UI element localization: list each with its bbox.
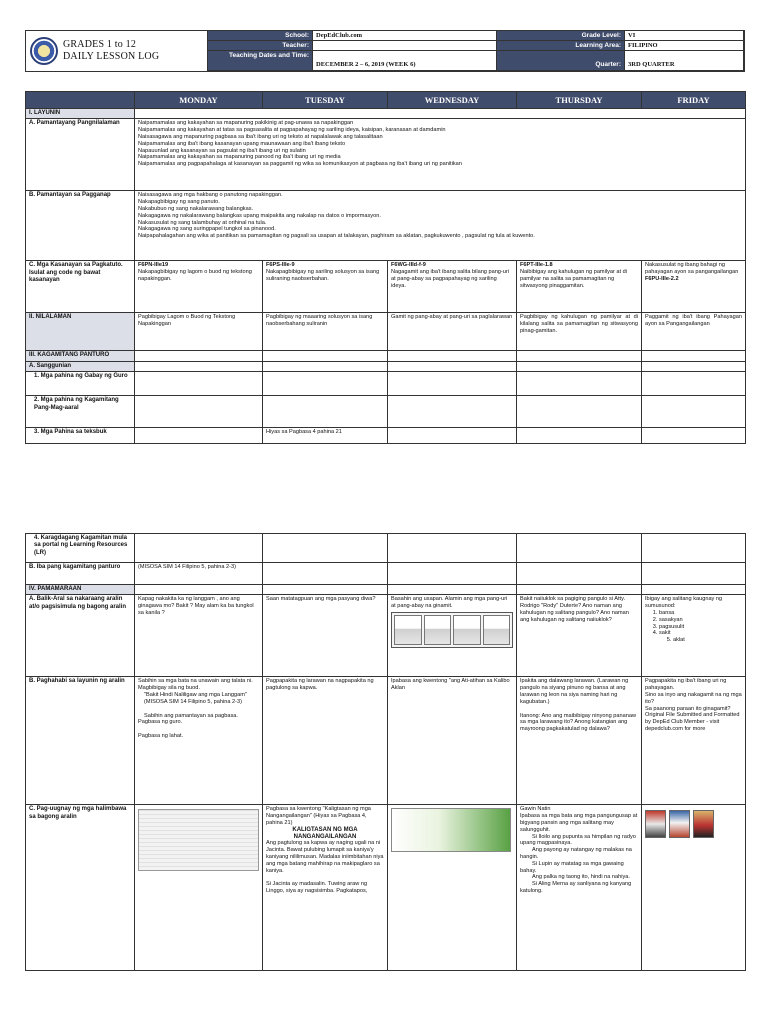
empty-cell [642, 585, 746, 595]
pag-uugnay-thu-line: Si Lupin ay matatag sa mga gawaing bahay. [520, 860, 624, 874]
list-item: 5. aklat [673, 637, 742, 644]
empty-cell [642, 372, 746, 396]
paghahabi-fri-line: Pagpapakita ng iba't ibang uri ng pahayagan. [645, 678, 727, 692]
kasanayan-monday [135, 261, 263, 313]
section-layunin: I. LAYUNIN [26, 109, 135, 119]
kasanayan-friday [642, 261, 746, 313]
empty-cell [263, 372, 388, 396]
kasanayan-tuesday [263, 261, 388, 313]
pag-uugnay-tuesday [263, 805, 388, 971]
label-iba-pang: B. Iba pang kagamitang panturo [26, 563, 135, 585]
pag-uugnay-wednesday [388, 805, 517, 971]
pag-uugnay-thursday [517, 805, 642, 971]
blank-header-cell [26, 92, 135, 109]
balik-aral-tuesday: Saan matatagpuan ang mga pasyang diwa? [263, 595, 388, 677]
day-friday: FRIDAY [642, 92, 746, 109]
empty-cell [135, 351, 263, 361]
code-tuesday: F6PS-IIIe-9 [266, 262, 295, 269]
label-balik-aral: A. Balik-Aral sa nakaraang aralin at/o pagsisimula ng bagong aralin [26, 595, 135, 677]
school-value: DepEdClub.com [313, 31, 497, 41]
layunin-blank [135, 109, 746, 119]
empty-cell [263, 361, 388, 371]
pag-uugnay-thu-line: Gawin Natin [520, 806, 551, 813]
empty-cell [642, 351, 746, 361]
comic-strip-image [391, 612, 513, 648]
list-item: 4. sakit [659, 630, 742, 637]
label-karagdagang: 4. Karagdagang Kagamitan mula sa portal ng Learning Resources (LR) [26, 534, 135, 563]
empty-cell [135, 585, 263, 595]
pag-uugnay-friday [642, 805, 746, 971]
header-title [63, 39, 159, 63]
teacher-label: Teacher: [208, 41, 313, 51]
empty-cell [517, 351, 642, 361]
list-item: 1. bansa [659, 610, 742, 617]
pagganap-line: Nakagagawa ng sang suringpapel tungkol sa pinanood. [138, 226, 276, 233]
empty-cell [263, 563, 388, 585]
empty-cell [517, 428, 642, 444]
label-pamantayang-pangnilalaman: A. Pamantayang Pangnilalaman [26, 119, 135, 191]
empty-cell [517, 534, 642, 563]
code-wednesday: F6WG-IIId-f-9 [391, 262, 426, 269]
comic-panel [424, 615, 452, 645]
empty-cell [642, 563, 746, 585]
empty-cell [388, 361, 517, 371]
quarter-label: Quarter: [497, 51, 625, 71]
header-block [25, 30, 745, 72]
teacher-value [313, 41, 497, 51]
area-label: Learning Area: [497, 41, 625, 51]
text-wednesday: Nagagamit ang iba't ibang salita bilang pang-uri at pang-abay sa pagpapahayag ng sariling ideya. [391, 269, 509, 289]
area-value: FILIPINO [625, 41, 744, 51]
pagganap-line: Nakasusulat ng sang talambuhay at orihinal na tula. [138, 219, 267, 226]
pangnilalaman-text [135, 119, 746, 191]
empty-cell [517, 372, 642, 396]
lesson-table-top [25, 91, 746, 444]
story-title: KALIGTASAN NG MGA NANGANGAILANGAN [292, 826, 358, 840]
nilalaman-thursday: Pagbibigay ng kahulugan ng pamilyar at di kilalang salita sa pamamagitan ng sitwasyong pinag-gamitan. [517, 313, 642, 351]
pag-uugnay-monday [135, 805, 263, 971]
newspaper-thumb [669, 810, 690, 838]
code-thursday: F6PT-IIIe-1.8 [520, 262, 553, 269]
empty-cell [517, 361, 642, 371]
paghahabi-fri-line: Original File Submitted and Formatted by DepEd Club Member - visit depedclub.com for more [645, 712, 740, 732]
pagganap-line: Naisasagawa ang mga hakbang o panutong napakinggan. [138, 192, 283, 199]
pangnilalaman-line: Naipamamalas ang pagpapahalaga at kasanayan sa paggamit ng wika sa komunikasyon at pagbasa ng iba't ibang uri ng panitikan [138, 161, 462, 168]
text-tuesday: Nakapagbibigay ng sariling solusyon sa isang suliraning naobserbahan. [266, 269, 380, 282]
deped-seal-icon [30, 37, 58, 65]
dates-value: DECEMBER 2 – 6, 2019 (WEEK 6) [313, 51, 497, 71]
empty-cell [135, 428, 263, 444]
pag-uugnay-thu-line: Si Iloilo ang pupunta sa himpilan ng radyo upang magpasinaya. [520, 833, 636, 847]
grade-value: VI [625, 31, 744, 41]
paghahabi-thu-line: Ipakita ang dalawang larawan. (Larawan ng pangulo na siyang pinuno ng bansa at ang larawan ng leon na siya naming hari ng kagubatan.) [520, 678, 629, 705]
empty-cell [388, 534, 517, 563]
fri-word-list [659, 610, 742, 644]
empty-cell [388, 428, 517, 444]
day-tuesday: TUESDAY [263, 92, 388, 109]
day-monday: MONDAY [135, 92, 263, 109]
pangnilalaman-line: Naisasagawa ang mapanuring pagbasa sa iba't ibang uri ng teksto at napalalawak ang talasalitaan [138, 134, 383, 140]
paghahabi-thursday [517, 677, 642, 805]
comic-panel [394, 615, 422, 645]
empty-cell [388, 563, 517, 585]
paghahabi-mon-line: Pagbasa ng lahat. [138, 733, 184, 740]
pag-uugnay-tue-line: Si Jacinta ay madasalin. Tuwing araw ng Linggo, siya ay nagsisimba. Pagkatapos, [266, 881, 368, 895]
comic-panel [453, 615, 481, 645]
pagganap-line: Nakagagawa ng nakalarawang balangkas upang maipakita ang nakalap na datos o impormasyon. [138, 212, 381, 219]
balik-aral-fri-intro: Ibigay ang salitang kaugnay ng sumusunod: [645, 596, 723, 610]
pangnilalaman-line: Naipamamalas ang kakayahan sa mapanuring pakikinig at pag-unawa sa napakinggan [138, 120, 354, 127]
dates-label: Teaching Dates and Time: [208, 51, 313, 71]
empty-cell [263, 351, 388, 361]
section-kagamitan: III. KAGAMITANG PANTURO [26, 351, 135, 361]
empty-cell [517, 585, 642, 595]
day-thursday: THURSDAY [517, 92, 642, 109]
label-paghahabi: B. Paghahabi sa layunin ng aralin [26, 677, 135, 805]
paghahabi-monday [135, 677, 263, 805]
pangnilalaman-line: Naipamamalas ang iba't ibang kasanayan upang maunawaan ang iba't ibang teksto [138, 140, 346, 147]
code-monday: F6PN-IIIe19 [138, 262, 169, 269]
section-pamamaraan: IV. PAMAMARAAN [26, 585, 135, 595]
empty-cell [388, 372, 517, 396]
nilalaman-wednesday: Gamit ng pang-abay at pang-uri sa paglalarawan [388, 313, 517, 351]
title-line2: DAILY LESSON LOG [63, 51, 160, 62]
label-pamantayan-pagganap: B. Pamantayan sa Pagganap [26, 191, 135, 261]
empty-cell [642, 396, 746, 428]
lesson-table-bottom [25, 533, 746, 971]
school-label: School: [208, 31, 313, 41]
empty-cell [135, 361, 263, 371]
nilalaman-tuesday: Pagbibigay ng maaaring solusyon sa isang naobserbahang suliranin [263, 313, 388, 351]
label-teksbuk: 3. Mga Pahina sa teksbuk [26, 428, 135, 444]
empty-cell [642, 361, 746, 371]
comic-panel [483, 615, 511, 645]
paghahabi-mon-line: Pagbasa ng guro. [138, 719, 183, 726]
teksbuk-tuesday: Hiyas sa Pagbasa 4 pahina 21 [263, 428, 388, 444]
empty-cell [263, 396, 388, 428]
balik-aral-wed-text: Basahin ang usapan. Alamin ang mga pang-uri at pang-abay na ginamit. [391, 596, 508, 610]
kasanayan-thursday [517, 261, 642, 313]
balik-aral-monday: Kapag nakakita ka ng langgam , ano ang ginagawa mo? Bakit ? May alam ka ba tungkol sa kanila ? [135, 595, 263, 677]
list-item: 3. pagsusulit [659, 624, 742, 631]
quarter-value: 3RD QUARTER [625, 51, 744, 71]
empty-cell [517, 396, 642, 428]
kasanayan-wednesday [388, 261, 517, 313]
label-pag-uugnay: C. Pag-uugnay ng mga halimbawa sa bagong aralin [26, 805, 135, 971]
title-line1: GRADES 1 to 12 [63, 39, 137, 50]
empty-cell [388, 585, 517, 595]
text-thursday: Naibibigay ang kahulugan ng pamilyar at di pamilyar na salita sa pamamagitan ng sitwasyong pinaggamitan. [520, 269, 627, 289]
worksheet-image [138, 809, 259, 871]
pagganap-line: Naipapahalagahan ang wika at panitikan sa pamamagitan ng pagsali sa usapan at talakayan, paghiram sa aklatan, pagkukuwento , pagsulat ng tula at kuwento. [138, 233, 535, 240]
iba-pang-monday: (MISOSA SIM 14 Filipino 5, pahina 2-3) [135, 563, 263, 585]
pag-uugnay-thu-line: Si Aling Merna ay sanliyana ng kanyang katulong. [520, 881, 632, 894]
newspaper-thumbnails [645, 810, 742, 838]
label-mga-kasanayan: C. Mga Kasanayan sa Pagkatuto. Isulat ang code ng bawat kasanayan [26, 261, 135, 313]
paghahabi-friday [642, 677, 746, 805]
label-kagamitang-pang-mag-aaral: 2. Mga pahina ng Kagamitang Pang-Mag-aaral [26, 396, 135, 428]
pag-uugnay-thu-line: Ang payong ay natangay ng malakas na hangin. [520, 847, 632, 860]
empty-cell [642, 534, 746, 563]
nilalaman-friday: Paggamit ng iba't ibang Pahayagan ayon sa Pangangailangan [642, 313, 746, 351]
paghahabi-mon-line: (MISOSA SIM 14 Filipino 5, pahina 2-3) [144, 698, 242, 705]
pangnilalaman-line: Naipamamalas ang kakayahan sa mapanuring panood ng iba't ibang uri ng media [138, 154, 341, 161]
pagganap-text [135, 191, 746, 261]
paghahabi-fri-line: Sa paanong paraan ito ginagamit? [645, 705, 731, 712]
balik-aral-friday [642, 595, 746, 677]
newspaper-thumb [693, 810, 714, 838]
paghahabi-fri-line: Sino sa inyo ang nakagamit na ng mga ito? [645, 692, 742, 705]
header-info-grid [208, 31, 744, 71]
empty-cell [263, 534, 388, 563]
paghahabi-mon-line: "Bakit Hindi Naliligaw ang mga Langgam" [144, 692, 247, 698]
code-friday: F6PU-IIIe-2.2 [645, 276, 679, 282]
pangnilalaman-line: Napauunlad ang kasanayan sa pagsulat ng iba't ibang uri ng sulatin [138, 147, 306, 154]
pagganap-line: Nakapagbibigay ng sang panuto. [138, 199, 220, 206]
empty-cell [135, 534, 263, 563]
empty-cell [135, 372, 263, 396]
pag-uugnay-tue-line: Ang pagtulong sa kapwa ay naging ugali na ni Jacinta. Bawat pulubing lumapit sa kaniya'y kaniyang nililimusan. Madalas iniimbitahan niya ang mga batang mahihirap na makipaglaro sa kaniya. [266, 840, 384, 874]
newspaper-thumb [645, 810, 666, 838]
label-gabay-guro: 1. Mga pahina ng Gabay ng Guro [26, 372, 135, 396]
nilalaman-monday: Pagbibigay Lagom o Buod ng Tekstong Napakinggan [135, 313, 263, 351]
paghahabi-mon-line: Sabihin ang pamantayan sa pagbasa. [144, 712, 238, 719]
text-friday: Nakasusulat ng ibang bahagi ng pahayagan ayon sa pangangailangan [645, 262, 739, 276]
balik-aral-wednesday [388, 595, 517, 677]
empty-cell [388, 396, 517, 428]
day-wednesday: WEDNESDAY [388, 92, 517, 109]
empty-cell [642, 428, 746, 444]
balik-aral-thursday: Bakit naiiuklok sa pagiging pangulo si Atty. Rodrigo "Rody" Duterte? Ano naman ang kahulugan ng salitang pangulo? Ano naman ang kahulugan ng salitang naiiuklok? [517, 595, 642, 677]
pangnilalaman-line: Naipamamalas ang kakayahan at tatas sa pagsasalita at pagpapahayag ng sariling ideya, kaisipan, karanasan at damdamin [138, 127, 446, 134]
section-sanggunian: A. Sanggunian [26, 361, 135, 371]
pag-uugnay-tue-line: Pagbasa sa kwentong "Kaligtasan ng mga Nangangailangan" (Hiyas sa Pagbasa 4, pahina 21) [266, 806, 371, 826]
story-banner-image [391, 808, 511, 852]
empty-cell [263, 585, 388, 595]
grade-label: Grade Level: [497, 31, 625, 41]
pag-uugnay-thu-line: Ang palka ng taong ito, hindi na nahiya. [532, 874, 630, 881]
text-monday: Nakapagbibigay ng lagom o buod ng tekstong napakinggan. [138, 269, 252, 282]
paghahabi-tuesday: Pagpapakita ng larawan na nagpapakita ng pagtulong sa kapwa. [263, 677, 388, 805]
empty-cell [517, 563, 642, 585]
paghahabi-thu-line: Itanong: Ano ang maibibigay ninyong pananaw sa mga larawang ito? Anong katangian ang mayroong pagkakatulad ng dalawa? [520, 712, 637, 733]
pagganap-line: Nakabubuo ng sang nakalarawang balangkas. [138, 206, 254, 212]
header-logo-area [26, 31, 208, 71]
paghahabi-wednesday: Ipabasa ang kwentong "ang Ati-atihan sa Kalibo Aklan [388, 677, 517, 805]
list-item: 2. sasakyan [659, 617, 742, 624]
empty-cell [388, 351, 517, 361]
section-nilalaman: II. NILALAMAN [26, 313, 135, 351]
empty-cell [135, 396, 263, 428]
pag-uugnay-thu-line: Ipabasa sa mga bata ang mga pangungusap at bigyang pansin ang mga salitang may salungguhit. [520, 813, 638, 833]
paghahabi-mon-line: Sabihin sa mga bata na unawain ang talata ni. Magbibigay sila ng buod. [138, 678, 253, 692]
